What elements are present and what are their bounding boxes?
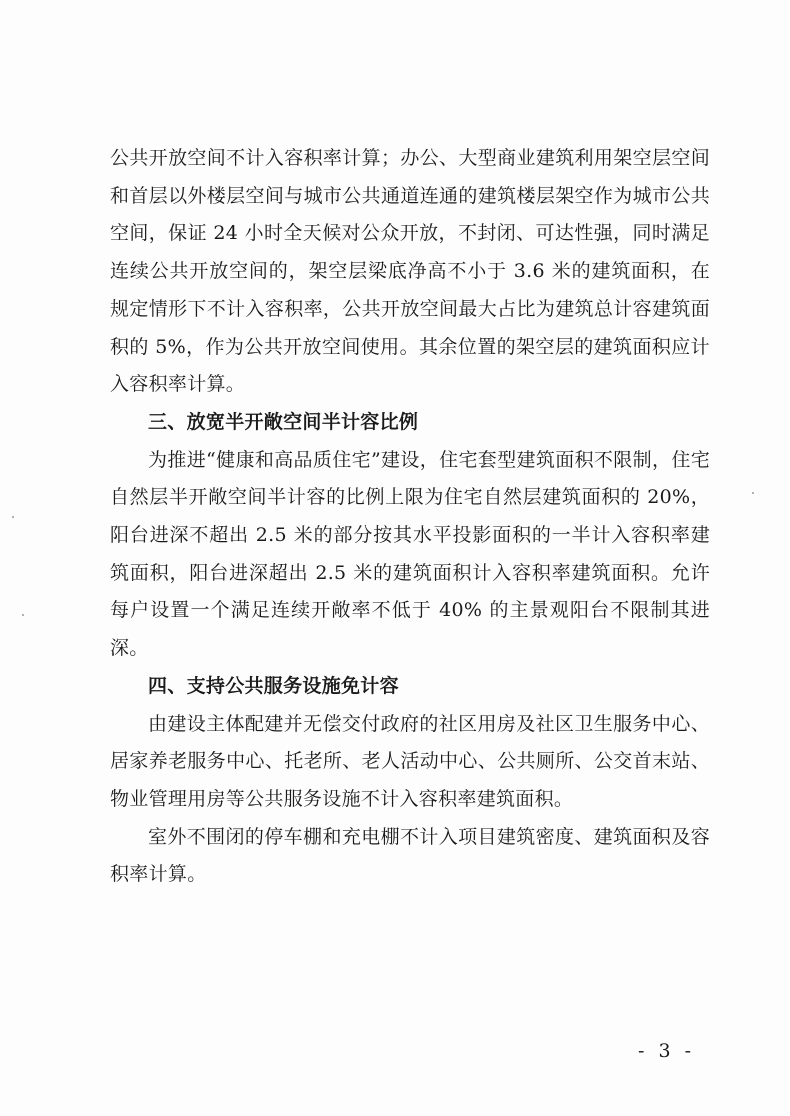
paragraph-parking-sheds: 室外不围闭的停车棚和充电棚不计入项目建筑密度、建筑面积及容积率计算。 [110, 825, 710, 886]
paragraph-semi-open-space: 为推进“健康和高品质住宅”建设，住宅套型建筑面积不限制，住宅自然层半开敞空间半计容的比例上限为住宅自然层建筑面积的 20%，阳台进深不超出 2.5 米的部分按其水平投影面积的一半计入容积率建筑面积，阳台进深超出 2.5 米的建筑面积计入容积率建筑面积。允许每户设置一个满足连续开敞率不低于 40% 的主景观阳台不限制其进深。 [110, 448, 710, 660]
document-body [110, 140, 710, 894]
scan-speck [752, 492, 754, 494]
scan-speck [12, 516, 14, 518]
scan-speck [22, 614, 24, 616]
page-number: - 3 - [638, 1040, 696, 1062]
section-heading-3: 三、放宽半开敞空间半计容比例 [148, 410, 419, 433]
section-heading-4: 四、支持公共服务设施免计容 [148, 674, 399, 697]
paragraph-public-open-space: 公共开放空间不计入容积率计算；办公、大型商业建筑利用架空层空间和首层以外楼层空间与城市公共通道连通的建筑楼层架空作为城市公共空间，保证 24 小时全天候对公众开放，不封闭、可达性强，同时满足连续公共开放空间的，架空层梁底净高不小于 3.6 米的建筑面积，在规定情形下不计入容积率，公共开放空间最大占比为建筑总计容建筑面积的 5%，作为公共开放空间使用。其余位置的架空层的建筑面积应计入容积率计算。 [110, 147, 710, 396]
paragraph-public-service-facilities: 由建设主体配建并无偿交付政府的社区用房及社区卫生服务中心、居家养老服务中心、托老所、老人活动中心、公共厕所、公交首末站、物业管理用房等公共服务设施不计入容积率建筑面积。 [110, 712, 710, 810]
